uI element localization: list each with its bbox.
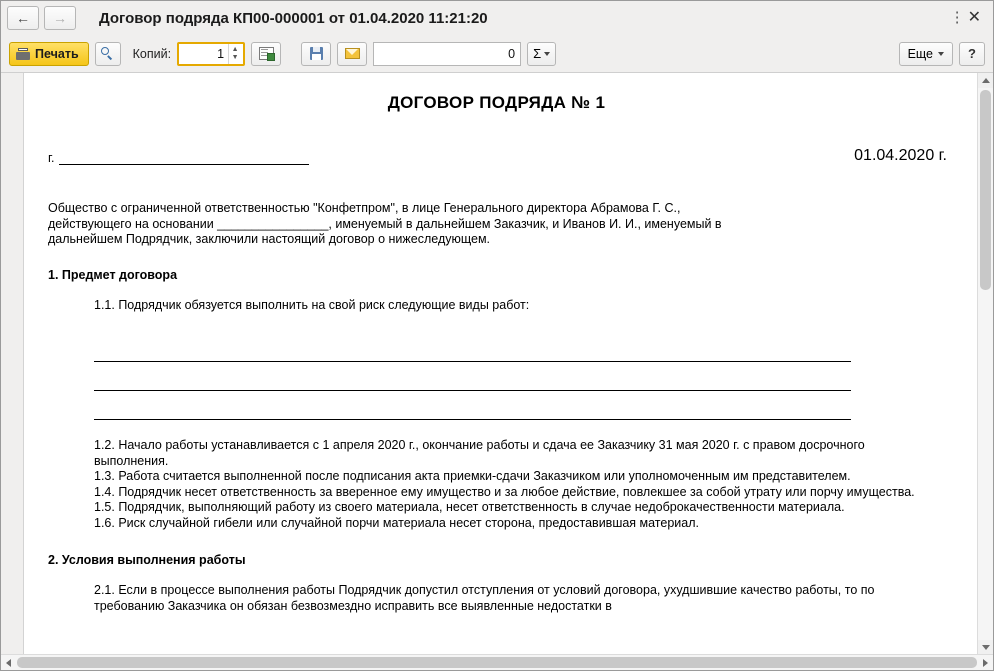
- arrow-left-icon: ←: [16, 10, 30, 26]
- vertical-scrollbar[interactable]: [977, 73, 993, 655]
- clause-1-3: 1.3. Работа считается выполненной после подписания акта приемки-сдачи Заказчиком или уполномоченным им представителем.: [94, 469, 851, 483]
- arrow-right-icon: →: [53, 10, 67, 26]
- copies-spin-up[interactable]: ▲: [231, 45, 239, 53]
- city-field: [48, 151, 309, 165]
- forward-button[interactable]: [44, 6, 76, 30]
- kebab-menu-icon[interactable]: ⋮: [949, 9, 965, 26]
- toolbar-right-group: [899, 42, 985, 66]
- vertical-scroll-thumb[interactable]: [980, 90, 991, 290]
- work-types-blank-lines: [42, 333, 951, 420]
- help-icon: ?: [968, 46, 976, 61]
- page-setup-button[interactable]: [251, 42, 281, 66]
- more-button-label: Еще: [907, 46, 933, 61]
- close-icon[interactable]: ✕: [967, 9, 981, 26]
- save-icon: [310, 47, 323, 60]
- send-mail-button[interactable]: [337, 42, 367, 66]
- document-area: [1, 73, 993, 670]
- sum-button[interactable]: [527, 42, 556, 66]
- print-preview-button[interactable]: [95, 42, 121, 66]
- page-setup-icon: [259, 47, 274, 60]
- blank-line: [94, 391, 851, 420]
- scroll-down-button[interactable]: [978, 640, 993, 655]
- scroll-up-button[interactable]: [978, 73, 993, 88]
- sigma-icon: Σ: [533, 46, 542, 61]
- chevron-left-icon: [6, 659, 11, 667]
- back-button[interactable]: [7, 6, 39, 30]
- clause-1-2: 1.2. Начало работы устанавливается с 1 апреля 2020 г., окончание работы и сдача ее Заказчику 31 мая 2020 г. с правом досрочного выполнения.: [94, 438, 865, 468]
- more-button[interactable]: [899, 42, 953, 66]
- clause-1-4: 1.4. Подрядчик несет ответственность за вверенное ему имущество и за любое действие, повлекшее за собой утрату или порчу имущества.: [94, 484, 915, 499]
- copies-stepper[interactable]: [177, 42, 245, 66]
- chevron-down-icon: [982, 645, 990, 650]
- envelope-icon: [345, 48, 360, 59]
- print-button-label: Печать: [35, 46, 79, 61]
- horizontal-scroll-thumb[interactable]: [17, 657, 977, 668]
- city-blank-line: [59, 153, 309, 165]
- intro-line: дальнейшем Подрядчик, заключили настоящий договор о нижеследующем.: [48, 232, 491, 246]
- horizontal-scrollbar[interactable]: [1, 654, 993, 670]
- section-2-heading: 2. Условия выполнения работы: [48, 553, 246, 567]
- clause-1-5: 1.5. Подрядчик, выполняющий работу из своего материала, несет ответственность в случае недоброкачественности материала.: [94, 500, 845, 514]
- chevron-down-icon: [938, 52, 944, 56]
- chevron-up-icon: [982, 78, 990, 83]
- scroll-left-button[interactable]: [1, 655, 16, 670]
- document-date: 01.04.2020 г.: [854, 147, 947, 164]
- title-bar: [1, 1, 993, 35]
- magnifier-icon: [101, 47, 114, 60]
- section-1-heading: 1. Предмет договора: [48, 267, 178, 282]
- intro-line: Общество с ограниченной ответственностью "Конфетпром", в лице Генерального директора Абрамова Г. С.,: [48, 201, 681, 215]
- toolbar: [1, 35, 993, 73]
- scroll-right-button[interactable]: [978, 655, 993, 670]
- clause-1-1: 1.1. Подрядчик обязуется выполнить на свой риск следующие виды работ:: [94, 297, 530, 312]
- chevron-right-icon: [983, 659, 988, 667]
- left-gutter: [1, 73, 24, 670]
- document-title: ДОГОВОР ПОДРЯДА № 1: [387, 93, 606, 112]
- title-bar-controls: [950, 10, 987, 26]
- copies-spinner[interactable]: [228, 44, 241, 64]
- document-page[interactable]: [24, 73, 993, 670]
- clause-list: [42, 438, 951, 531]
- window-title: Договор подряда КП00-000001 от 01.04.2020 11:21:20: [99, 9, 488, 27]
- printer-icon: [16, 48, 30, 60]
- copies-input[interactable]: 1: [217, 46, 225, 61]
- clause-1-6: 1.6. Риск случайной гибели или случайной порчи материала несет сторона, предоставившая материал.: [94, 515, 699, 530]
- intro-paragraph: [42, 201, 951, 248]
- chevron-down-icon: [544, 52, 550, 56]
- save-button[interactable]: [301, 42, 331, 66]
- intro-line: действующего на основании ________________, именуемый в дальнейшем Заказчик, и Иванов И. И., именуемый в: [48, 216, 722, 231]
- city-label: г.: [48, 151, 55, 165]
- city-date-row: [42, 147, 951, 165]
- blank-line: [94, 362, 851, 391]
- copies-spin-down[interactable]: ▼: [231, 53, 239, 61]
- clause-2-1: 2.1. Если в процессе выполнения работы Подрядчик допустил отступления от условий договора, ухудшившие качество работы, то по требованию Заказчика он обязан безвозмездно исправить все выявленные недостатки в: [94, 583, 875, 613]
- print-button[interactable]: [9, 42, 89, 66]
- help-button[interactable]: [959, 42, 985, 66]
- blank-line: [94, 333, 851, 362]
- copies-label: Копий:: [132, 46, 172, 61]
- numeric-field[interactable]: 0: [373, 42, 521, 66]
